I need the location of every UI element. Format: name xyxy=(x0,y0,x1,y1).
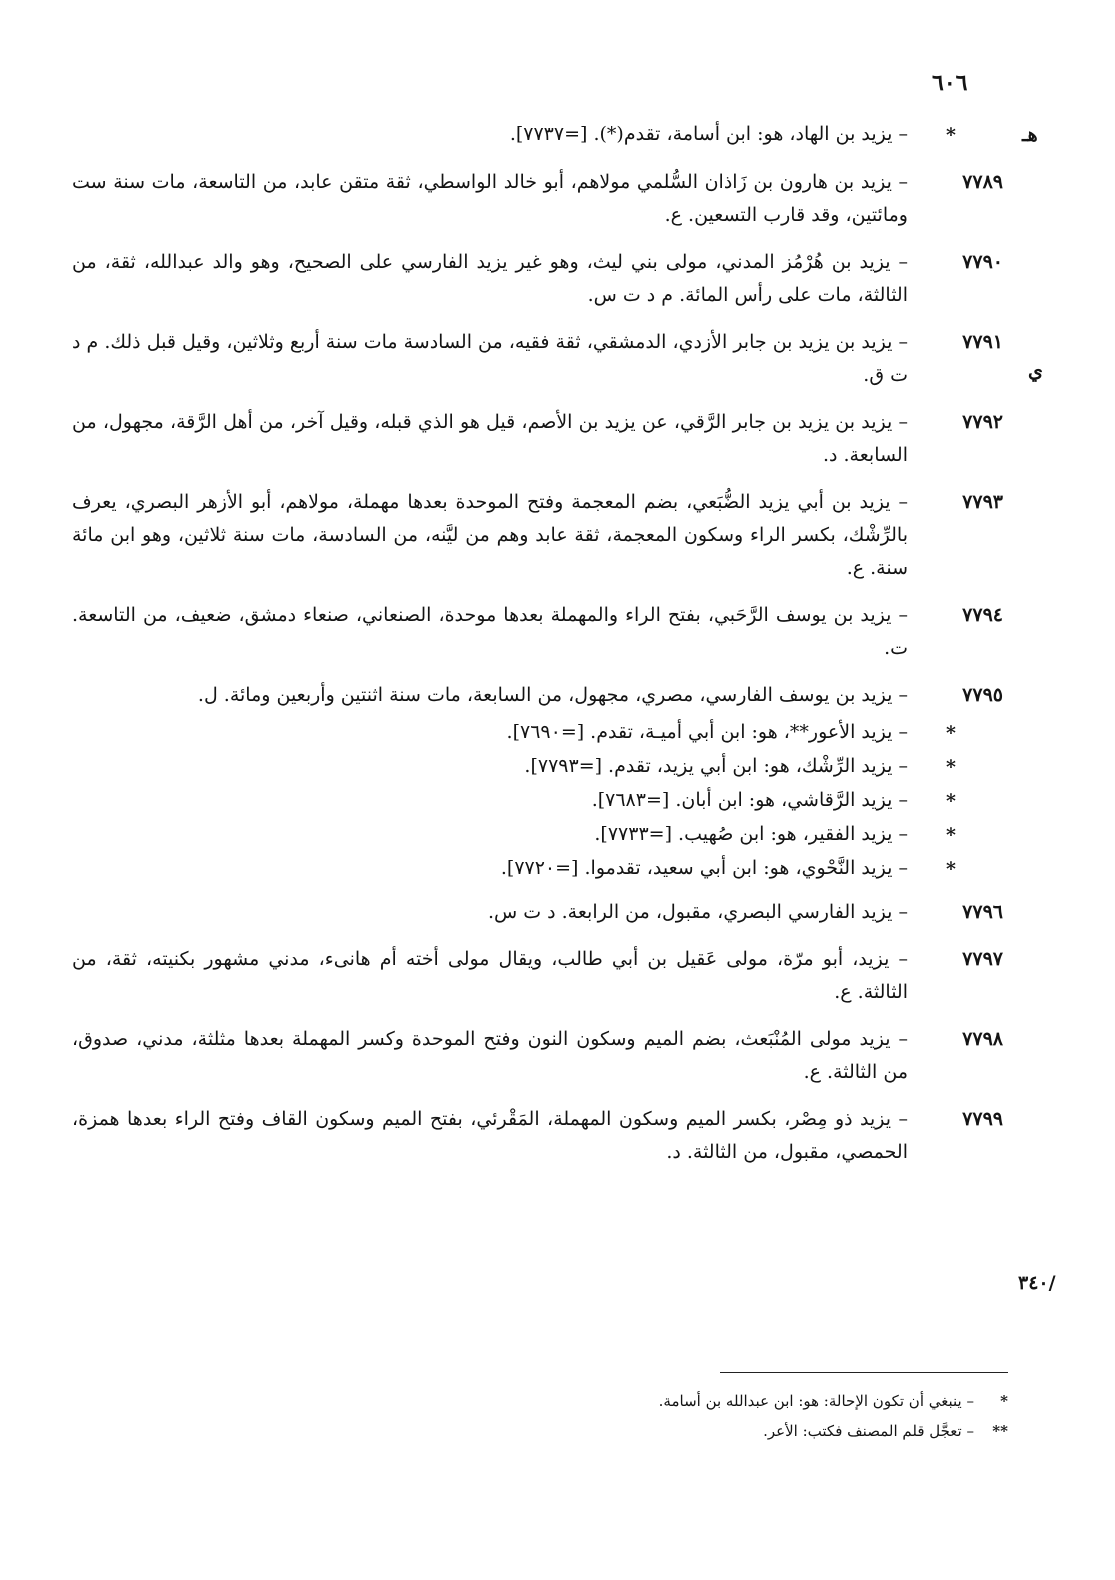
biography-entry xyxy=(0,326,1115,392)
cross-reference-entry xyxy=(0,852,1115,886)
entry-number: ٧٧٩٧ xyxy=(962,948,1003,970)
entry-text: – يزيد الفارسي البصري، مقبول، من الرابعة. د ت س. xyxy=(487,901,908,923)
cross-reference-entry xyxy=(0,818,1115,852)
margin-note-ya: ي xyxy=(1028,360,1043,382)
biography-entry xyxy=(0,896,1115,929)
footnote xyxy=(448,1416,1008,1446)
entry-text: – يزيد بن هُرْمُز المدني، مولى بني ليث، وهو غير يزيد الفارسي على الصحيح، وهو والد عبدالله، ثقة، من الثالثة، مات على رأس المائة. م د ت س. xyxy=(72,251,908,306)
entry-text: – يزيد بن أبي يزيد الضُّبَعي، بضم المعجمة وفتح الموحدة بعدها مهملة، مولاهم، أبو الأزهر البصري، يعرف بالرِّشْك، بكسر الراء وسكون المعجمة، ثقة عابد وهم من ليَّنه، من السادسة، مات سنة ثلاثين، وهو ابن مائة سنة. ع. xyxy=(72,491,908,579)
biography-entry xyxy=(0,1023,1115,1089)
footnote-marker: * xyxy=(1000,1392,1008,1410)
margin-note-he: هـ xyxy=(1022,124,1038,146)
asterisk-marker: * xyxy=(946,124,956,146)
biography-entry xyxy=(0,599,1115,665)
footnote-divider xyxy=(720,1372,1008,1373)
footnote-text: – ينبغي أن تكون الإحالة: هو: ابن عبدالله بن أسامة. xyxy=(658,1392,974,1410)
entry-number: ٧٧٩٠ xyxy=(962,251,1003,273)
biography-entry xyxy=(0,1103,1115,1169)
entry-text: – يزيد بن يزيد بن جابر الرَّقي، عن يزيد بن الأصم، قيل هو الذي قبله، وقيل آخر، من أهل الرَّقة، مجهول، من السابعة. د. xyxy=(72,411,908,466)
entry-number: ٧٧٩٩ xyxy=(962,1108,1003,1130)
entry-text: – يزيد بن يزيد بن جابر الأزدي، الدمشقي، ثقة فقيه، من السادسة مات سنة أربع وثلاثين، وقيل قبل ذلك. م د ت ق. xyxy=(72,331,908,386)
entry-number: ٧٧٩٦ xyxy=(962,901,1003,923)
footnote-marker: ** xyxy=(992,1422,1008,1440)
cross-reference-text: – يزيد الفقير، هو: ابن صُهيب. [=٧٧٣٣]. xyxy=(594,823,908,845)
footnotes xyxy=(448,1386,1008,1446)
biography-entry xyxy=(0,246,1115,312)
biography-entry xyxy=(0,486,1115,585)
asterisk-marker: * xyxy=(946,824,956,846)
entry-number: ٧٧٨٩ xyxy=(962,171,1003,193)
asterisk-marker: * xyxy=(946,790,956,812)
biography-entry xyxy=(0,943,1115,1009)
biography-entry xyxy=(0,679,1115,712)
biography-entry xyxy=(0,166,1115,232)
cross-reference-text: – يزيد بن الهاد، هو: ابن أسامة، تقدم(*). [=٧٧٣٧]. xyxy=(509,123,908,145)
cross-reference-text: – يزيد الرَّقاشي، هو: ابن أبان. [=٧٦٨٣]. xyxy=(591,789,908,811)
entry-number: ٧٧٩١ xyxy=(962,331,1003,353)
cross-reference-text: – يزيد الرِّشْك، هو: ابن أبي يزيد، تقدم. [=٧٧٩٣]. xyxy=(524,755,908,777)
asterisk-marker: * xyxy=(946,756,956,778)
entry-number: ٧٧٩٢ xyxy=(962,411,1003,433)
entries-list xyxy=(0,118,1115,1183)
entry-text: – يزيد بن هارون بن زَاذان السُّلمي مولاهم، أبو خالد الواسطي، ثقة متقن عابد، من التاسعة، مات سنة ست ومائتين، وقد قارب التسعين. ع. xyxy=(72,171,908,226)
entry-number: ٧٧٩٥ xyxy=(962,684,1003,706)
asterisk-marker: * xyxy=(946,722,956,744)
entry-text: – يزيد مولى المُنْبَعث، بضم الميم وسكون النون وفتح الموحدة وكسر المهملة بعدها مثلثة، مدني، صدوق، من الثالثة. ع. xyxy=(72,1028,908,1083)
entry-number: ٧٧٩٤ xyxy=(962,604,1003,626)
asterisk-marker: * xyxy=(946,858,956,880)
entry-text: – يزيد بن يوسف الرَّحَبي، بفتح الراء والمهملة بعدها موحدة، الصنعاني، صنعاء دمشق، ضعيف، من التاسعة. ت. xyxy=(72,604,908,659)
cross-reference-entry xyxy=(0,118,1115,152)
biography-entry xyxy=(0,406,1115,472)
cross-reference-text: – يزيد النَّحْوي، هو: ابن أبي سعيد، تقدموا. [=٧٧٢٠]. xyxy=(500,857,908,879)
entry-text: – يزيد ذو مِصْر، بكسر الميم وسكون المهملة، المَقْرئي، بفتح الميم وسكون القاف وفتح الراء بعدها همزة، الحمصي، مقبول، من الثالثة. د. xyxy=(72,1108,908,1163)
page-number: ٦٠٦ xyxy=(932,70,968,96)
margin-note-ref: ٣٤٠/ xyxy=(1018,1272,1056,1294)
cross-reference-entry xyxy=(0,784,1115,818)
entry-number: ٧٧٩٣ xyxy=(962,491,1003,513)
cross-reference-text: – يزيد الأعور**، هو: ابن أبي أميـة، تقدم. [=٧٦٩٠]. xyxy=(506,721,908,743)
entry-text: – يزيد، أبو مرّة، مولى عَقيل بن أبي طالب، ويقال مولى أخته أم هانىء، مدني مشهور بكنيته، ثقة، من الثالثة. ع. xyxy=(72,948,908,1003)
cross-reference-entry xyxy=(0,750,1115,784)
cross-reference-entry xyxy=(0,716,1115,750)
entry-text: – يزيد بن يوسف الفارسي، مصري، مجهول، من السابعة، مات سنة اثنتين وأربعين ومائة. ل. xyxy=(197,684,908,706)
entry-number: ٧٧٩٨ xyxy=(962,1028,1003,1050)
footnote xyxy=(448,1386,1008,1416)
footnote-text: – تعجَّل قلم المصنف فكتب: الأعر. xyxy=(763,1422,974,1440)
